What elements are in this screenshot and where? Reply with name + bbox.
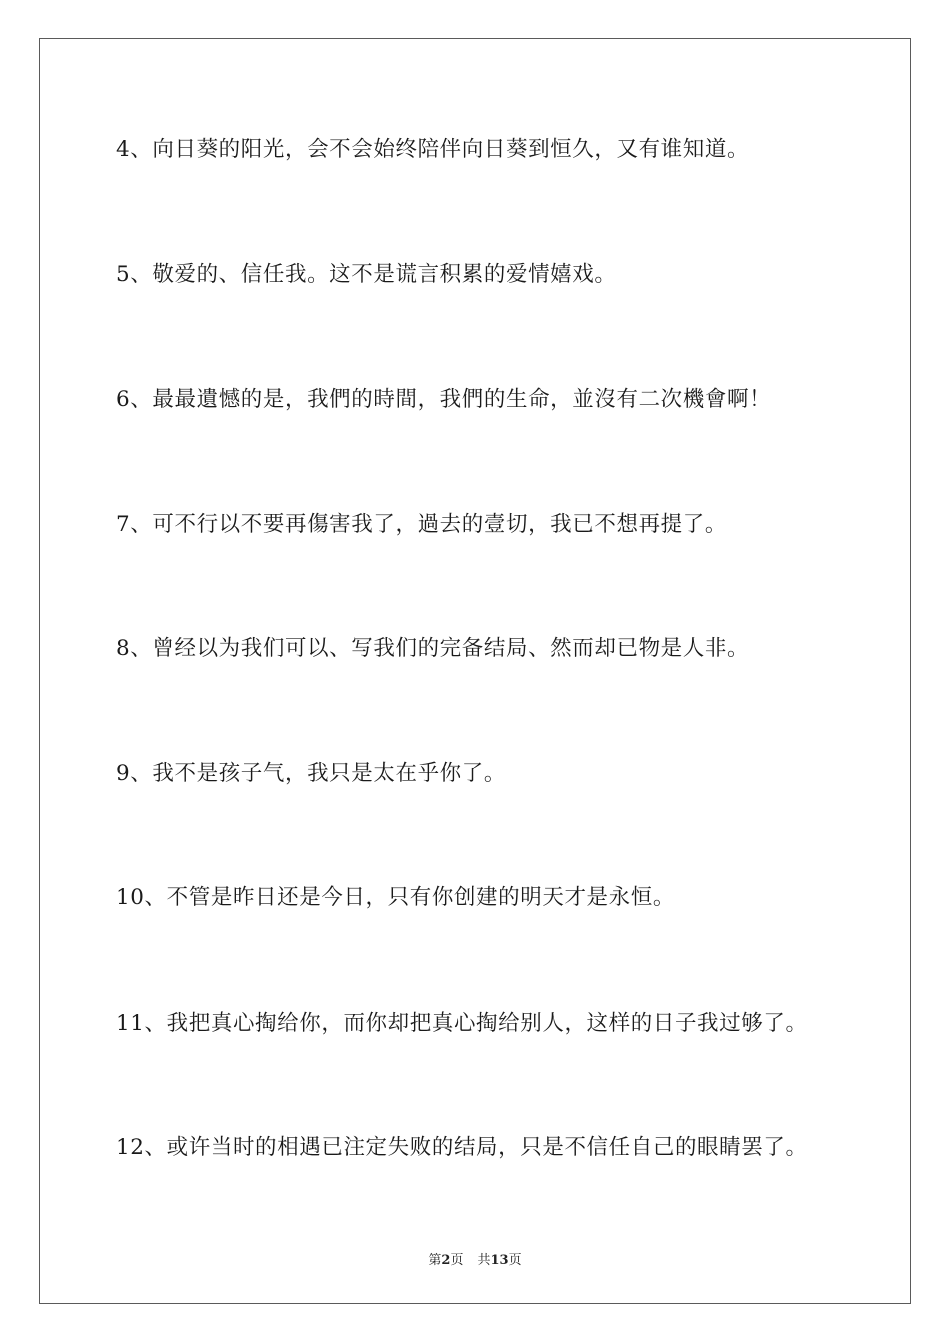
page-footer [0, 1249, 950, 1268]
list-item-8: 8、曾经以为我们可以、写我们的完备结局、然而却已物是人非。 [116, 636, 750, 661]
total-page-count: 13 [490, 1253, 509, 1268]
list-item-12: 12、或许当时的相遇已注定失败的结局，只是不信任自己的眼睛罢了。 [116, 1135, 808, 1160]
list-item-9: 9、我不是孩子气，我只是太在乎你了。 [116, 761, 506, 786]
list-item-11: 11、我把真心掏给你，而你却把真心掏给别人，这样的日子我过够了。 [116, 1011, 808, 1036]
current-page-number: 2 [441, 1253, 451, 1268]
total-prefix: 共 [477, 1253, 491, 1268]
list-item-6: 6、最最遺憾的是，我們的時間，我們的生命，並沒有二次機會啊！ [116, 387, 772, 412]
page-prefix: 第 [428, 1253, 442, 1268]
list-item-4: 4、向日葵的阳光，会不会始终陪伴向日葵到恒久，又有谁知道。 [116, 137, 750, 162]
list-item-5: 5、敬爱的、信任我。这不是谎言积累的爱情嬉戏。 [116, 262, 617, 287]
list-item-7: 7、可不行以不要再傷害我了，過去的壹切，我已不想再提了。 [116, 512, 727, 537]
page-suffix: 页 [450, 1253, 464, 1268]
list-item-10: 10、不管是昨日还是今日，只有你创建的明天才是永恒。 [116, 885, 675, 910]
total-suffix: 页 [508, 1253, 522, 1268]
